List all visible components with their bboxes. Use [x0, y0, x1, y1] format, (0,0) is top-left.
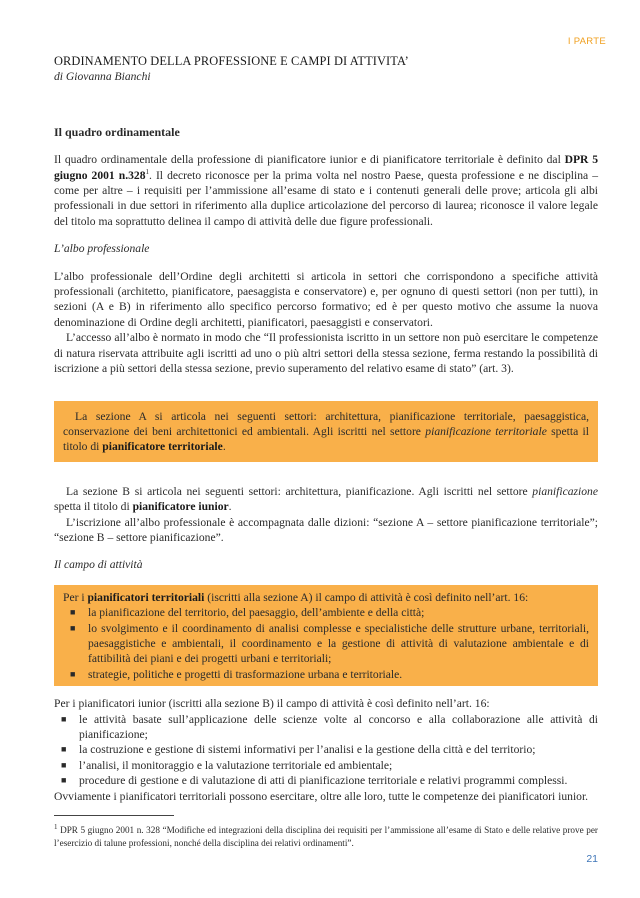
text-run: . [228, 500, 232, 514]
list-item [63, 621, 589, 667]
footnote-divider [54, 815, 174, 816]
section-heading-albo: L’albo professionale [54, 242, 150, 256]
text-run: Il quadro ordinamentale della professione di pianificatore iunior e di pianificatore territoriale è definito dal [54, 153, 565, 167]
paragraph-iunior-intro: Per i pianificatori iunior (iscritti alla sezione B) il campo di attività è così definito nell’art. 16: [54, 697, 490, 711]
paragraph-iscrizione: L’iscrizione all’albo professionale è accompagnata dalle dizioni: “sezione A – settore pianificazione territoriale”; “sezione B – settore pianificazione”. [54, 515, 598, 544]
text-run: (iscritti alla sezione A) il campo di attività è così definito nell’art. 16: [204, 590, 529, 604]
list-item [63, 667, 589, 682]
italic-term: pianificazione territoriale [425, 424, 547, 438]
list-item-text: le attività basate sull’applicazione delle scienze volte al concorso e alla collaborazione alle attività di pianificazione; [79, 712, 598, 741]
page-content [54, 54, 598, 804]
bold-term: pianificatore territoriale [102, 440, 223, 454]
square-bullet-icon: ■ [61, 759, 67, 770]
paragraph-closing: Ovviamente i pianificatori territoriali possono esercitare, oltre alle loro, tutte le competenze dei pianificatori iunior. [54, 789, 589, 803]
paragraph-quadro [54, 152, 598, 229]
text-run: La sezione A si articola nei seguenti settori: architettura, pianificazione territoriale, paesaggistica, conservazione dei beni architettonici ed ambientali. Agli iscritti nel settore [63, 409, 589, 438]
article-title: ORDINAMENTO DELLA PROFESSIONE E CAMPI DI ATTIVITA’ [54, 54, 409, 68]
bold-reference: DPR 5 giugno 2001 n.328 [54, 153, 598, 182]
list-item-text: l’analisi, il monitoraggio e la valutazione territoriale ed ambientale; [79, 758, 393, 772]
square-bullet-icon: ■ [70, 607, 76, 618]
paragraph-sezione-b [54, 484, 598, 515]
text-run: . Il decreto riconosce per la prima volta nel nostro Paese, questa professione e ne disciplina – come per altre – i requisiti per l’ammissione all’esame di stato e i contenuti generali delle prove; articola gli albi professionali in due settori in riferimento alla duplice articolazione del percorso di laurea; riconosce il valore legale del titolo ma soprattutto delinea il campo di attività delle due figure professionali. [54, 168, 598, 228]
bold-term: pianificatore iunior [132, 500, 229, 514]
square-bullet-icon: ■ [61, 775, 67, 786]
highlight-box-territoriali [54, 585, 598, 686]
footnote-text: DPR 5 giugno 2001 n. 328 “Modifiche ed integrazioni della disciplina dei requisiti per l’ammissione all’esame di Stato e delle relative prove per l’esercizio di talune professioni, nonché della disciplina dei relativi ordinamenti”. [54, 825, 598, 848]
list-item-text: la pianificazione del territorio, del paesaggio, dell’ambiente e della città; [88, 606, 425, 620]
text-run: La sezione B si articola nei seguenti settori: architettura, pianificazione. Agli iscritti nel settore [66, 484, 533, 498]
text-run: . [222, 440, 226, 454]
text-run: Per i [63, 590, 88, 604]
footnote-number: 1 [54, 822, 58, 831]
part-label: I PARTE [567, 36, 606, 47]
square-bullet-icon: ■ [61, 744, 67, 755]
territoriali-list [63, 605, 589, 682]
list-item [54, 773, 598, 788]
square-bullet-icon: ■ [70, 622, 76, 633]
list-item [54, 712, 598, 743]
paragraph-albo-2: L’accesso all’albo è normato in modo che “Il professionista iscritto in un settore non può esercitare le competenze di natura riservata attribuite agli iscritti ad uno o più altri settori della stessa sezione, ferma restando la possibilità di iscrizione a più settori della stessa sezione, previo superamento del relativo esame di stato” (art. 3). [54, 331, 598, 376]
section-heading-quadro: Il quadro ordinamentale [54, 124, 180, 139]
list-item-text: procedure di gestione e di valutazione di atti di pianificazione territoriale e relativi programmi complessi. [79, 774, 568, 788]
bold-term: pianificatori territoriali [87, 590, 205, 604]
text-run: spetta il titolo di [54, 500, 133, 514]
list-item [54, 742, 598, 757]
box-intro [63, 590, 589, 605]
section-heading-campo: Il campo di attività [54, 558, 143, 572]
text-run: spetta il titolo di [63, 424, 589, 454]
footnote-marker[interactable]: 1 [145, 167, 150, 176]
list-item [63, 605, 589, 620]
list-item [54, 758, 598, 773]
highlight-box-sezione-a [54, 401, 598, 462]
square-bullet-icon: ■ [70, 668, 76, 679]
paragraph-albo-1: L’albo professionale dell’Ordine degli architetti si articola in settori che corrispondono a specifiche attività professionali (architetto, pianificatore, paesaggista e conservatore) e, per ognuno di questi settori (non per tutti), in sezioni (A e B) in riferimento allo specifico percorso formativo; ed è per questo motivo che assume la nuova denominazione di Ordine degli architetti, pianificatori, paesaggisti e conservatori. [54, 269, 598, 329]
list-item-text: strategie, politiche e progetti di trasformazione urbana e territoriale. [88, 667, 403, 681]
italic-term: pianificazione [532, 484, 598, 498]
page-number: 21 [586, 853, 598, 865]
box-paragraph [63, 409, 589, 455]
list-item-text: la costruzione e gestione di sistemi informativi per l’analisi e la gestione della città e del territorio; [79, 743, 536, 757]
list-item-text: lo svolgimento e il coordinamento di analisi complesse e specialistiche delle strutture urbane, territoriali, paesaggistiche e ambientali, il coordinamento e la gestione di attività di valutazione ambientale e di fattibilità dei piani e dei progetti urbani e territoriali; [88, 621, 589, 666]
footnote [54, 824, 598, 849]
article-author: di Giovanna Bianchi [54, 70, 151, 84]
square-bullet-icon: ■ [61, 713, 67, 724]
iunior-list [54, 712, 598, 789]
